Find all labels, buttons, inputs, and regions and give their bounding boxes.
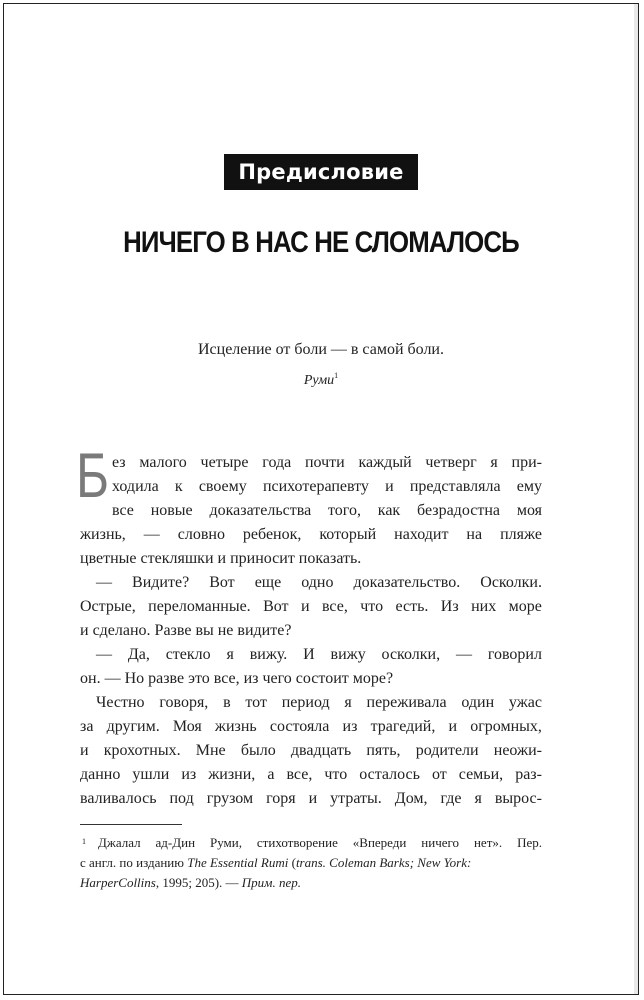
- footnote-publisher: HarperCollins: [80, 875, 156, 890]
- word: Честно: [96, 694, 145, 711]
- word: состояла: [269, 718, 330, 735]
- word: Руми,: [209, 835, 242, 850]
- word: было: [240, 742, 276, 759]
- book-page: [3, 3, 639, 995]
- body-line: [80, 475, 542, 499]
- word: данно: [80, 766, 121, 783]
- word: вижу.: [249, 646, 288, 663]
- word: представляла: [409, 478, 501, 495]
- word: что: [360, 598, 384, 615]
- word: утраты.: [330, 790, 382, 807]
- word: и: [300, 598, 310, 615]
- word: Моя: [172, 718, 202, 735]
- body-line: [80, 643, 542, 667]
- word: море: [508, 598, 542, 615]
- word: ходила: [112, 478, 159, 495]
- word: Из: [440, 598, 459, 615]
- word: нет».: [473, 835, 503, 850]
- word: неожи-: [493, 742, 542, 759]
- word: «Впереди: [352, 835, 407, 850]
- footnote-text-italic: trans. Coleman Barks; New York:: [295, 855, 472, 870]
- body-line: [80, 499, 542, 523]
- word: и: [308, 790, 318, 807]
- word: к: [174, 478, 183, 495]
- footnote-text-part: , 1995; 205). —: [155, 875, 242, 890]
- word: огромных,: [470, 718, 542, 735]
- body-text: [76, 441, 542, 811]
- word: а: [267, 766, 275, 783]
- word: под: [169, 790, 194, 807]
- word: из: [181, 766, 197, 783]
- word: Видите?: [132, 574, 190, 591]
- body-line: [80, 715, 542, 739]
- chapter-title: НИЧЕГО В НАС НЕ СЛОМАЛОСЬ: [123, 226, 519, 259]
- word: и: [385, 478, 394, 495]
- word: я: [344, 694, 352, 711]
- word: —: [96, 646, 112, 663]
- body-line: и сделано. Разве вы не видите?: [80, 622, 292, 639]
- word: —: [455, 646, 472, 663]
- word: грузом: [206, 790, 254, 807]
- word: трагедий,: [370, 718, 436, 735]
- word: я: [474, 790, 482, 807]
- word: переломанные.: [148, 598, 251, 615]
- chapter-label: Предисловие: [224, 154, 417, 190]
- epigraph-author: [4, 373, 638, 389]
- word: есть.: [395, 598, 429, 615]
- epigraph-quote: Исцеление от боли — в самой боли.: [197, 341, 444, 358]
- word: тот: [245, 694, 267, 711]
- word: доказательства: [209, 502, 312, 519]
- word: Джалал: [98, 835, 141, 850]
- word: который: [319, 526, 377, 543]
- word: Да,: [127, 646, 150, 663]
- word: где: [440, 790, 462, 807]
- footnote: [80, 833, 542, 893]
- footnote-line: [80, 833, 542, 853]
- word: Пер.: [517, 835, 542, 850]
- word: переживала: [366, 694, 447, 711]
- word: как: [377, 502, 401, 519]
- page-edge-shadow: [634, 4, 638, 994]
- body-line: [80, 451, 542, 475]
- word: двадцать: [290, 742, 352, 759]
- word: семьи,: [458, 766, 504, 783]
- word: что: [324, 766, 348, 783]
- word: горя: [266, 790, 296, 807]
- word: психотерапевту: [262, 478, 369, 495]
- word: И: [303, 646, 315, 663]
- footnote-text-part: с англ. по изданию: [80, 855, 188, 870]
- word: период: [281, 694, 330, 711]
- drop-cap: Б: [76, 441, 110, 511]
- word: доказательство.: [353, 574, 461, 591]
- word: Дом,: [394, 790, 428, 807]
- word: все: [112, 502, 134, 519]
- word: все,: [286, 766, 313, 783]
- footnote-ref: 1: [334, 371, 339, 380]
- body-line: [80, 523, 542, 547]
- word: них: [471, 598, 497, 615]
- word: моя: [516, 502, 542, 519]
- word: новые: [150, 502, 193, 519]
- word: малого: [139, 454, 187, 471]
- word: безрадостна: [417, 502, 500, 519]
- word: родители: [415, 742, 479, 759]
- word: один: [461, 694, 495, 711]
- word: я: [490, 454, 498, 471]
- word: и: [80, 742, 89, 759]
- word: другим.: [106, 718, 160, 735]
- word: ушли: [132, 766, 170, 783]
- footnote-line: [80, 853, 542, 873]
- body-line: [80, 571, 542, 595]
- body-line: [80, 691, 542, 715]
- word: словно: [177, 526, 225, 543]
- word: при-: [511, 454, 542, 471]
- footnote-text: [80, 853, 471, 873]
- footnote-text-part: (: [288, 855, 296, 870]
- epigraph-author-name: Руми: [303, 373, 335, 388]
- word: ез: [112, 454, 126, 471]
- word: раз-: [515, 766, 542, 783]
- word: я: [226, 646, 234, 663]
- word: Вот: [209, 574, 235, 591]
- word: из: [342, 718, 358, 735]
- word: —: [96, 574, 112, 591]
- word: говорил: [487, 646, 542, 663]
- word: еще: [254, 574, 282, 591]
- body-line: цветные стекляшки и приносит показать.: [80, 550, 362, 567]
- word: ад-Дин: [155, 835, 196, 850]
- body-line: [80, 595, 542, 619]
- word: того,: [328, 502, 361, 519]
- word: стекло: [165, 646, 211, 663]
- word: четыре: [200, 454, 249, 471]
- word: и: [448, 718, 458, 735]
- word: валивалось: [80, 790, 157, 807]
- word: жизнь: [214, 718, 257, 735]
- word: за: [80, 718, 94, 735]
- footnote-translator-note: Прим. пер.: [241, 875, 302, 890]
- word: говоря,: [159, 694, 209, 711]
- word: крохотных.: [103, 742, 181, 759]
- word: вырос-: [494, 790, 542, 807]
- word: от: [431, 766, 447, 783]
- body-line: [80, 763, 542, 787]
- body-line: он. — Но разве это все, из чего состоит море?: [80, 670, 394, 687]
- word: пять,: [366, 742, 401, 759]
- word: почти: [304, 454, 345, 471]
- word: Осколки.: [480, 574, 542, 591]
- word: каждый: [358, 454, 412, 471]
- word: находит: [394, 526, 449, 543]
- word: жизнь,: [80, 526, 126, 543]
- word: осколки,: [381, 646, 441, 663]
- word: пляже: [500, 526, 542, 543]
- chapter-label-wrap: [4, 154, 638, 190]
- footnote-divider: [80, 824, 182, 825]
- word: Острые,: [80, 598, 136, 615]
- word: жизни,: [208, 766, 256, 783]
- word: все,: [321, 598, 348, 615]
- word: Вот: [263, 598, 289, 615]
- word: ничего: [421, 835, 460, 850]
- word: вижу: [330, 646, 366, 663]
- word: Мне: [195, 742, 226, 759]
- body-line: [80, 787, 542, 811]
- word: года: [262, 454, 292, 471]
- word: осталось: [359, 766, 420, 783]
- word: ужас: [508, 694, 542, 711]
- footnote-book-title: The Essential Rumi: [187, 855, 289, 870]
- word: ребенок,: [242, 526, 302, 543]
- word: —: [143, 526, 160, 543]
- footnote-line: [80, 873, 542, 893]
- footnote-number: 1: [82, 837, 86, 846]
- word: на: [466, 526, 483, 543]
- body-line: [80, 739, 542, 763]
- word: своему: [198, 478, 247, 495]
- word: одно: [301, 574, 334, 591]
- word: стихотворение: [256, 835, 338, 850]
- word: ему: [516, 478, 542, 495]
- word: в: [223, 694, 231, 711]
- word: четверг: [425, 454, 477, 471]
